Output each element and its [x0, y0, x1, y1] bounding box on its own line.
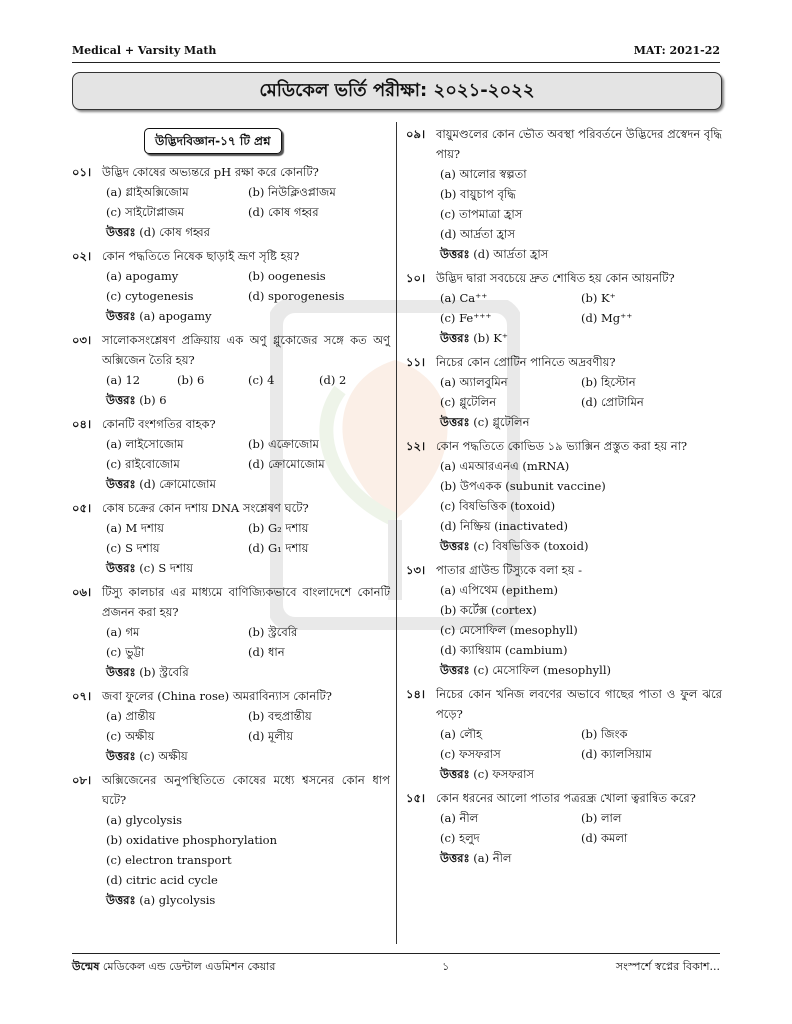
options-row	[106, 434, 390, 454]
page-footer	[72, 958, 720, 977]
answer-label: উত্তরঃ	[440, 415, 470, 429]
options-row	[106, 830, 390, 850]
options-list	[106, 434, 390, 474]
question-line	[72, 414, 390, 434]
options-row	[440, 308, 722, 328]
option: (c) হলুদ	[440, 831, 480, 845]
question-text: উদ্ভিদ দ্বারা সবচেয়ে দ্রুত শোষিত হয় কোন আয়নটি?	[436, 271, 675, 285]
question-block	[406, 436, 722, 556]
question-number: ০৪।	[72, 417, 92, 431]
question-block	[406, 684, 722, 784]
option: (d) citric acid cycle	[106, 873, 218, 887]
question-text: নিচের কোন প্রোটিন পানিতে অদ্রবণীয়?	[436, 355, 616, 369]
options-list	[440, 456, 722, 536]
options-list	[106, 370, 390, 390]
options-list	[440, 164, 722, 244]
options-row	[106, 518, 390, 538]
question-line	[72, 498, 390, 518]
options-list	[106, 622, 390, 662]
options-row	[106, 726, 390, 746]
question-number: ০৯।	[406, 127, 426, 141]
footer-rule	[72, 953, 720, 954]
question-block	[406, 352, 722, 432]
option: (c) সাইটোপ্লাজম	[106, 205, 185, 219]
option: (a) M দশায়	[106, 521, 164, 535]
options-row	[106, 642, 390, 662]
options-row	[106, 286, 390, 306]
option: (d) ক্রোমোজোম	[248, 457, 325, 471]
question-number: ০২।	[72, 249, 92, 263]
option: (a) নীল	[440, 811, 479, 825]
question-text: কোনটি বংশগতির বাহক?	[102, 417, 216, 431]
option: (b) নিউক্লিওপ্লাজম	[248, 185, 336, 199]
option: (c) S দশায়	[106, 541, 160, 555]
question-number: ০৫।	[72, 501, 92, 515]
options-list	[106, 182, 390, 222]
answer-line	[106, 746, 390, 766]
options-row	[440, 204, 722, 224]
option: (c) cytogenesis	[106, 289, 194, 303]
left-column	[72, 124, 390, 914]
options-list	[106, 518, 390, 558]
question-block	[406, 268, 722, 348]
answer-line	[106, 306, 390, 326]
question-block	[72, 686, 390, 766]
options-list	[440, 808, 722, 848]
options-row	[440, 620, 722, 640]
left-question-list	[72, 162, 390, 910]
options-row	[440, 516, 722, 536]
question-number: ০৬।	[72, 585, 92, 599]
options-list	[440, 724, 722, 764]
option: (d) কোষ গহ্বর	[248, 205, 319, 219]
question-number: ০১।	[72, 165, 92, 179]
option: (b) G₂ দশায়	[248, 521, 309, 535]
question-line	[406, 124, 722, 164]
answer-line	[440, 244, 722, 264]
answer-label: উত্তরঃ	[440, 767, 470, 781]
option: (c) 4	[248, 373, 275, 387]
answer-label: উত্তরঃ	[106, 749, 136, 763]
answer-text: (c) S দশায়	[139, 561, 193, 575]
question-line	[72, 162, 390, 182]
header-left: Medical + Varsity Math	[72, 44, 217, 57]
question-text: কোন পদ্ধতিতে কোভিড ১৯ ভ্যাক্সিন প্রস্তুত করা হয় না?	[436, 439, 688, 453]
question-line	[406, 788, 722, 808]
options-row	[106, 870, 390, 890]
question-block	[72, 498, 390, 578]
question-block	[72, 246, 390, 326]
question-number: ১৩।	[406, 563, 426, 577]
answer-line	[440, 328, 722, 348]
answer-label: উত্তরঃ	[106, 893, 136, 907]
option: (d) 2	[319, 373, 347, 387]
answer-text: (b) স্ট্রবেরি	[139, 665, 189, 679]
options-row	[440, 828, 722, 848]
option: (a) apogamy	[106, 269, 179, 283]
right-column	[406, 124, 722, 872]
question-block	[72, 330, 390, 410]
page-header	[72, 44, 720, 57]
option: (c) Fe⁺⁺⁺	[440, 311, 492, 325]
options-row	[440, 372, 722, 392]
option: (b) জিংক	[581, 727, 628, 741]
answer-label: উত্তরঃ	[440, 539, 470, 553]
answer-text: (c) বিষভিত্তিক (toxoid)	[473, 539, 589, 553]
answer-text: (a) নীল	[473, 851, 512, 865]
option: (d) sporogenesis	[248, 289, 345, 303]
options-list	[440, 288, 722, 328]
answer-label: উত্তরঃ	[440, 247, 470, 261]
option: (d) প্রোটামিন	[581, 395, 644, 409]
answer-text: (c) ফসফরাস	[473, 767, 535, 781]
option: (c) ফসফরাস	[440, 747, 501, 761]
answer-label: উত্তরঃ	[106, 561, 136, 575]
footer-brand-rest: মেডিকেল এন্ড ডেন্টাল এডমিশন কেয়ার	[99, 960, 276, 973]
answer-line	[106, 558, 390, 578]
answer-text: (b) K⁺	[473, 331, 508, 345]
footer-tagline: সংস্পর্শে স্বপ্নের বিকাশ...	[615, 960, 720, 973]
footer-brand-name: উন্মেষ	[72, 960, 100, 973]
answer-label: উত্তরঃ	[440, 663, 470, 677]
option: (a) লাইসোজোম	[106, 437, 184, 451]
question-block	[72, 414, 390, 494]
options-row	[440, 392, 722, 412]
answer-label: উত্তরঃ	[106, 477, 136, 491]
answer-line	[106, 890, 390, 910]
question-text: পাতার গ্রাউন্ড টিস্যুকে বলা হয় -	[436, 563, 582, 577]
options-list	[106, 266, 390, 306]
question-number: ০৩।	[72, 333, 92, 347]
option: (b) স্ট্রবেরি	[248, 625, 298, 639]
option: (b) উপএকক (subunit vaccine)	[440, 479, 606, 493]
answer-text: (c) গ্লুটেলিন	[473, 415, 530, 429]
answer-label: উত্তরঃ	[440, 331, 470, 345]
question-text: সালোকসংশ্লেষণ প্রক্রিয়ায় এক অণু গ্লুকোজের সঙ্গে কত অণু অক্সিজেন তৈরি হয়?	[102, 333, 390, 367]
question-line	[72, 770, 390, 810]
answer-text: (c) অক্ষীয়	[139, 749, 188, 763]
question-block	[72, 582, 390, 682]
option: (c) মেসোফিল (mesophyll)	[440, 623, 578, 637]
header-right: MAT: 2021-22	[633, 44, 720, 57]
option: (a) glycolysis	[106, 813, 183, 827]
options-row	[106, 202, 390, 222]
question-block	[72, 770, 390, 910]
options-row	[440, 744, 722, 764]
option: (a) Ca⁺⁺	[440, 291, 488, 305]
options-row	[440, 476, 722, 496]
options-list	[440, 580, 722, 660]
option: (d) G₁ দশায়	[248, 541, 309, 555]
options-row	[106, 850, 390, 870]
question-text: উদ্ভিদ কোষের অভ্যন্তরে pH রক্ষা করে কোনটি?	[102, 165, 319, 179]
option: (b) বায়ুচাপ বৃদ্ধি	[440, 187, 516, 201]
question-line	[406, 684, 722, 724]
option: (b) oogenesis	[248, 269, 326, 283]
question-block	[72, 162, 390, 242]
option: (c) তাপমাত্রা হ্রাস	[440, 207, 523, 221]
question-text: জবা ফুলের (China rose) অমরাবিন্যাস কোনটি?	[102, 689, 332, 703]
question-number: ০৭।	[72, 689, 92, 703]
option: (a) গ্লাইঅক্সিজোম	[106, 185, 189, 199]
question-text: অক্সিজেনের অনুপস্থিতিতে কোষের মধ্যে শ্বসনের কোন ধাপ ঘটে?	[102, 773, 390, 807]
option: (b) oxidative phosphorylation	[106, 833, 277, 847]
answer-label: উত্তরঃ	[106, 225, 136, 239]
option: (a) এমআরএনএ (mRNA)	[440, 459, 570, 473]
question-text: কোষ চক্রের কোন দশায় DNA সংশ্লেষণ ঘটে?	[102, 501, 309, 515]
answer-line	[440, 848, 722, 868]
question-line	[406, 560, 722, 580]
question-number: ১২।	[406, 439, 426, 453]
question-number: ১১।	[406, 355, 426, 369]
question-line	[406, 436, 722, 456]
answer-text: (d) ক্রোমোজোম	[139, 477, 216, 491]
options-row	[106, 622, 390, 642]
options-row	[440, 184, 722, 204]
answer-line	[106, 222, 390, 242]
question-block	[406, 124, 722, 264]
answer-label: উত্তরঃ	[106, 665, 136, 679]
question-text: কোন ধরনের আলো পাতার পত্ররন্ধ্র খোলা ত্বরান্বিত করে?	[436, 791, 696, 805]
answer-text: (c) মেসোফিল (mesophyll)	[473, 663, 612, 677]
options-row	[440, 640, 722, 660]
question-line	[72, 246, 390, 266]
answer-line	[440, 412, 722, 432]
page-number: ১	[442, 960, 450, 973]
options-row	[106, 370, 390, 390]
question-line	[72, 582, 390, 622]
question-number: ১৫।	[406, 791, 426, 805]
option: (b) কর্টেক্স (cortex)	[440, 603, 537, 617]
options-row	[106, 810, 390, 830]
options-row	[106, 182, 390, 202]
option: (a) লৌহ	[440, 727, 483, 741]
options-row	[440, 580, 722, 600]
option: (d) কমলা	[581, 831, 628, 845]
answer-label: উত্তরঃ	[106, 309, 136, 323]
option: (d) ক্যালসিয়াম	[581, 747, 652, 761]
answer-line	[440, 536, 722, 556]
option: (a) এপিথেম (epithem)	[440, 583, 558, 597]
option: (c) ভুট্টা	[106, 645, 145, 659]
answer-line	[106, 390, 390, 410]
options-row	[106, 706, 390, 726]
header-rule	[72, 62, 720, 63]
option: (c) অক্ষীয়	[106, 729, 155, 743]
option: (d) Mg⁺⁺	[581, 311, 633, 325]
question-line	[72, 330, 390, 370]
answer-text: (b) 6	[139, 393, 167, 407]
question-line	[406, 268, 722, 288]
question-block	[406, 788, 722, 868]
option: (d) মূলীয়	[248, 729, 294, 743]
option: (b) এক্রোজোম	[248, 437, 319, 451]
question-text: বায়ুমণ্ডলের কোন ভৌত অবস্থা পরিবর্তনে উদ্ভিদের প্রস্বেদন বৃদ্ধি পায়?	[436, 127, 722, 161]
right-question-list	[406, 124, 722, 868]
options-row	[440, 224, 722, 244]
options-row	[106, 454, 390, 474]
option: (a) 12	[106, 373, 141, 387]
option: (a) অ্যালবুমিন	[440, 375, 508, 389]
question-block	[406, 560, 722, 680]
topic-heading: উদ্ভিদবিজ্ঞান-১৭ টি প্রশ্ন	[144, 128, 282, 154]
options-list	[106, 810, 390, 890]
question-number: ১৪।	[406, 687, 426, 701]
question-line	[72, 686, 390, 706]
options-row	[440, 288, 722, 308]
option: (d) নিষ্ক্রিয় (inactivated)	[440, 519, 568, 533]
options-row	[106, 538, 390, 558]
answer-text: (a) glycolysis	[139, 893, 216, 907]
options-row	[440, 164, 722, 184]
banner-title: মেডিকেল ভর্তি পরীক্ষা: ২০২১-২০২২	[259, 79, 535, 101]
option: (a) গম	[106, 625, 140, 639]
option: (d) ক্যাম্বিয়াম (cambium)	[440, 643, 568, 657]
question-number: ০৮।	[72, 773, 92, 787]
option: (c) electron transport	[106, 853, 232, 867]
option: (c) বিষভিত্তিক (toxoid)	[440, 499, 556, 513]
option: (b) বহুপ্রান্তীয়	[248, 709, 312, 723]
question-text: টিস্যু কালচার এর মাধ্যমে বাণিজ্যিকভাবে বাংলাদেশে কোনটি প্রজনন করা হয়?	[102, 585, 390, 619]
answer-line	[106, 662, 390, 682]
answer-line	[440, 764, 722, 784]
question-text: কোন পদ্ধতিতে নিষেক ছাড়াই ভ্রূণ সৃষ্টি হয়?	[102, 249, 300, 263]
column-divider	[396, 122, 397, 944]
option: (b) K⁺	[581, 291, 616, 305]
option: (d) ধান	[248, 645, 285, 659]
question-number: ১০।	[406, 271, 426, 285]
options-row	[440, 724, 722, 744]
options-row	[440, 600, 722, 620]
option: (a) প্রান্তীয়	[106, 709, 156, 723]
options-row	[106, 266, 390, 286]
footer-brand	[72, 958, 275, 977]
options-list	[106, 706, 390, 746]
answer-label: উত্তরঃ	[440, 851, 470, 865]
options-list	[440, 372, 722, 412]
options-row	[440, 456, 722, 476]
exam-title-banner	[72, 72, 722, 110]
answer-text: (a) apogamy	[139, 309, 212, 323]
options-row	[440, 808, 722, 828]
option: (b) 6	[177, 373, 205, 387]
option: (d) আর্দ্রতা হ্রাস	[440, 227, 515, 241]
question-text: নিচের কোন খনিজ লবণের অভাবে গাছের পাতা ও ফুল ঝরে পড়ে?	[436, 687, 722, 721]
answer-text: (d) কোষ গহ্বর	[139, 225, 210, 239]
option: (c) গ্লুটেলিন	[440, 395, 497, 409]
answer-text: (d) আর্দ্রতা হ্রাস	[473, 247, 549, 261]
option: (c) রাইবোজোম	[106, 457, 180, 471]
option: (a) আলোর স্বল্পতা	[440, 167, 527, 181]
option: (b) লাল	[581, 811, 622, 825]
option: (b) হিস্টোন	[581, 375, 636, 389]
answer-label: উত্তরঃ	[106, 393, 136, 407]
question-line	[406, 352, 722, 372]
answer-line	[106, 474, 390, 494]
options-row	[440, 496, 722, 516]
answer-line	[440, 660, 722, 680]
